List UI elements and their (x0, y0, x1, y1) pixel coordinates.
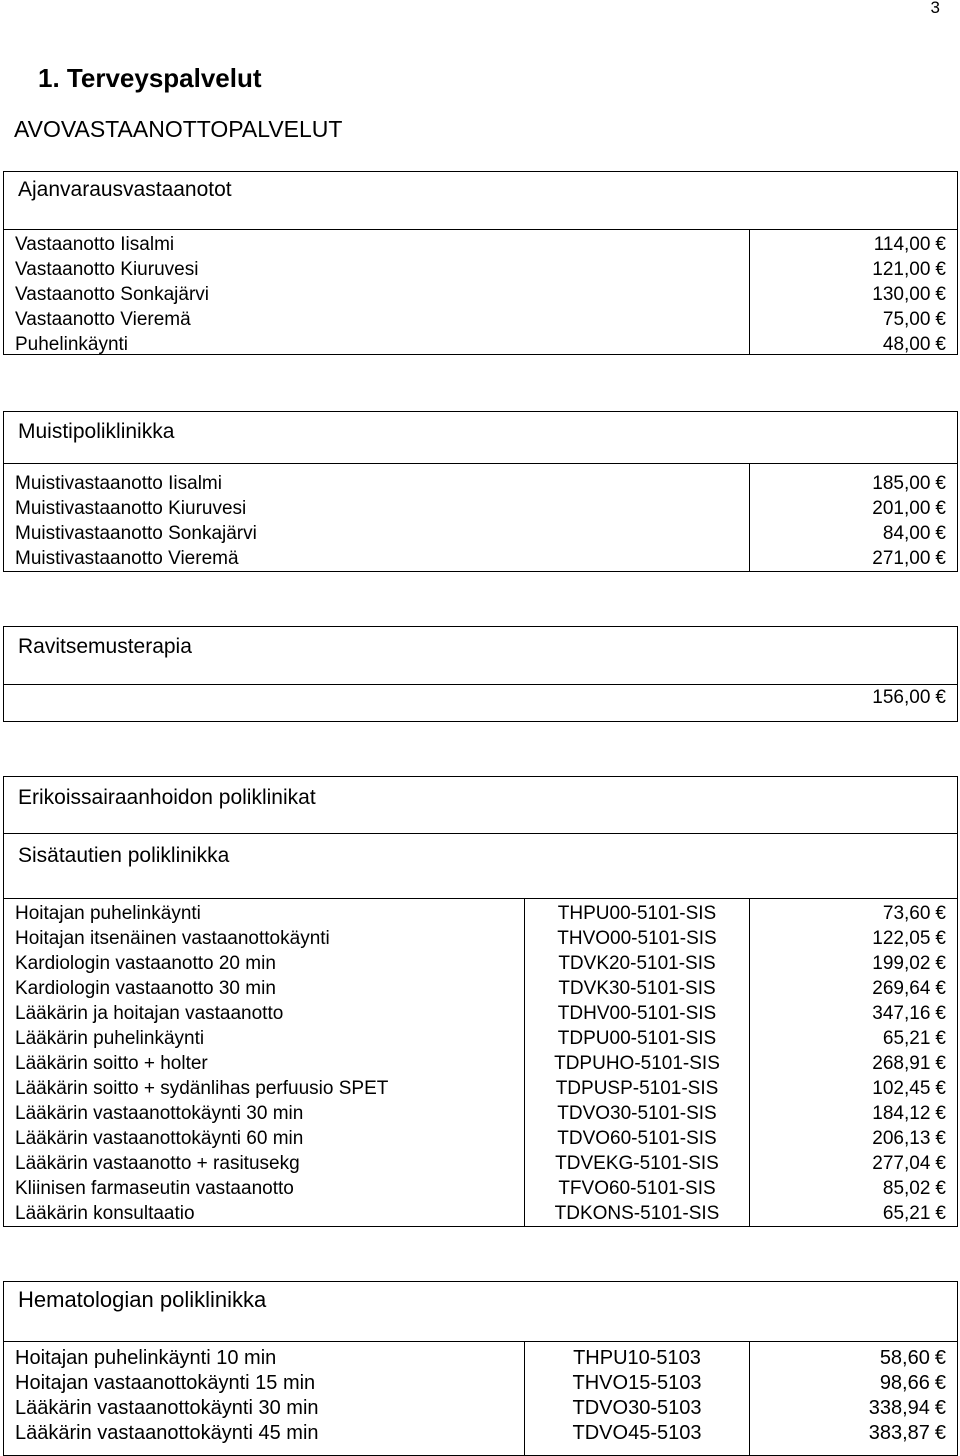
service-name: Puhelinkäynti (15, 334, 129, 355)
price: 271,00 € (872, 548, 946, 569)
price: 199,02 € (872, 953, 946, 974)
ajanvaraus-title: Ajanvarausvastaanotot (18, 178, 232, 201)
page-number: 3 (930, 0, 940, 17)
price: 98,66 € (879, 1372, 946, 1394)
euro-symbol: € (935, 1153, 946, 1174)
price: 184,12 € (872, 1103, 946, 1124)
service-name: Lääkärin vastaanotto + rasitusekg (15, 1153, 300, 1174)
service-code: TDVO45-5103 (572, 1422, 702, 1444)
service-name: Lääkärin vastaanottokäynti 30 min (15, 1397, 319, 1419)
ravitsemus-title: Ravitsemusterapia (18, 635, 192, 658)
muisti-names (15, 471, 257, 571)
euro-symbol: € (935, 498, 946, 519)
service-name: Lääkärin ja hoitajan vastaanotto (15, 1003, 284, 1024)
service-name: Vastaanotto Vieremä (15, 309, 191, 330)
service-code: TDVO30-5101-SIS (557, 1103, 717, 1124)
service-code: THVO15-5103 (572, 1372, 702, 1394)
service-name: Hoitajan vastaanottokäynti 15 min (15, 1372, 316, 1394)
price: 122,05 € (872, 928, 946, 949)
euro-symbol: € (935, 234, 946, 255)
service-name: Kardiologin vastaanotto 20 min (15, 953, 276, 974)
hematologia-names (15, 1346, 319, 1446)
price: 121,00 € (872, 259, 946, 280)
erikois-codes (525, 901, 749, 1226)
service-name: Kliinisen farmaseutin vastaanotto (15, 1178, 294, 1199)
euro-symbol: € (935, 687, 946, 708)
service-name: Lääkärin vastaanottokäynti 60 min (15, 1128, 304, 1149)
euro-symbol: € (934, 1372, 946, 1394)
euro-symbol: € (935, 1178, 946, 1199)
erikois-title: Erikoissairaanhoidon poliklinikat (18, 786, 316, 809)
service-name: Muistivastaanotto Kiuruvesi (15, 498, 247, 519)
euro-symbol: € (935, 928, 946, 949)
service-name: Hoitajan puhelinkäynti (15, 903, 201, 924)
service-code: TDPUHO-5101-SIS (554, 1053, 720, 1074)
price: 58,60 € (879, 1347, 946, 1369)
euro-symbol: € (935, 903, 946, 924)
euro-symbol: € (935, 1103, 946, 1124)
price: 48,00 € (882, 334, 946, 355)
muisti-table (3, 411, 958, 572)
page-title: 1. Terveyspalvelut (38, 63, 262, 93)
price: 84,00 € (882, 523, 946, 544)
price: 268,91 € (872, 1053, 946, 1074)
sisatautien-subtitle: Sisätautien poliklinikka (18, 844, 230, 867)
hematologia-table (3, 1281, 958, 1456)
hematologia-title: Hematologian poliklinikka (18, 1287, 267, 1312)
service-name: Lääkärin puhelinkäynti (15, 1028, 205, 1049)
price: 130,00 € (872, 284, 946, 305)
euro-symbol: € (935, 1028, 946, 1049)
euro-symbol: € (935, 1078, 946, 1099)
service-name: Vastaanotto Kiuruvesi (15, 259, 199, 280)
euro-symbol: € (935, 1003, 946, 1024)
price: 65,21 € (882, 1203, 946, 1224)
erikois-prices (872, 901, 946, 1226)
price: 201,00 € (872, 498, 946, 519)
euro-symbol: € (935, 548, 946, 569)
service-name: Muistivastaanotto Iisalmi (15, 473, 222, 494)
euro-symbol: € (935, 1128, 946, 1149)
price: 85,02 € (882, 1178, 946, 1199)
service-code: TDVO60-5101-SIS (557, 1128, 717, 1149)
service-code: TFVO60-5101-SIS (558, 1178, 716, 1199)
euro-symbol: € (934, 1347, 946, 1369)
service-code: TDVK20-5101-SIS (558, 953, 716, 974)
ravitsemus-price (872, 685, 946, 710)
section-subtitle: AVOVASTAANOTTOPALVELUT (14, 116, 343, 142)
price: 156,00 € (872, 687, 946, 708)
service-name: Lääkärin vastaanottokäynti 45 min (15, 1422, 319, 1444)
service-code: THVO00-5101-SIS (557, 928, 717, 949)
service-name: Lääkärin konsultaatio (15, 1203, 195, 1224)
service-code: THPU00-5101-SIS (557, 903, 717, 924)
euro-symbol: € (935, 259, 946, 280)
muisti-prices (872, 471, 946, 571)
euro-symbol: € (935, 334, 946, 355)
price: 65,21 € (882, 1028, 946, 1049)
ravitsemus-table (3, 626, 958, 722)
service-code: TDPU00-5101-SIS (557, 1028, 717, 1049)
price: 102,45 € (872, 1078, 946, 1099)
erikois-names (15, 901, 388, 1226)
price: 383,87 € (868, 1422, 946, 1444)
service-code: TDVEKG-5101-SIS (555, 1153, 719, 1174)
hematologia-codes (525, 1346, 749, 1446)
service-name: Vastaanotto Iisalmi (15, 234, 175, 255)
service-code: TDPUSP-5101-SIS (555, 1078, 719, 1099)
euro-symbol: € (934, 1397, 946, 1419)
service-code: TDVO30-5103 (572, 1397, 702, 1419)
erikois-table (3, 776, 958, 1227)
service-name: Hoitajan itsenäinen vastaanottokäynti (15, 928, 330, 949)
price: 185,00 € (872, 473, 946, 494)
ajanvaraus-prices (872, 232, 946, 357)
service-name: Vastaanotto Sonkajärvi (15, 284, 209, 305)
service-code: THPU10-5103 (573, 1347, 701, 1369)
ajanvaraus-table (3, 171, 958, 355)
euro-symbol: € (935, 473, 946, 494)
service-name: Hoitajan puhelinkäynti 10 min (15, 1347, 277, 1369)
service-name: Lääkärin vastaanottokäynti 30 min (15, 1103, 304, 1124)
euro-symbol: € (935, 309, 946, 330)
service-code: TDVK30-5101-SIS (558, 978, 716, 999)
muisti-title: Muistipoliklinikka (18, 420, 175, 443)
price: 206,13 € (872, 1128, 946, 1149)
ajanvaraus-names (15, 232, 209, 357)
euro-symbol: € (935, 1203, 946, 1224)
price: 73,60 € (882, 903, 946, 924)
service-name: Kardiologin vastaanotto 30 min (15, 978, 276, 999)
euro-symbol: € (935, 284, 946, 305)
price: 277,04 € (872, 1153, 946, 1174)
service-name: Muistivastaanotto Sonkajärvi (15, 523, 257, 544)
euro-symbol: € (935, 978, 946, 999)
euro-symbol: € (934, 1422, 946, 1444)
price: 347,16 € (872, 1003, 946, 1024)
service-code: TDKONS-5101-SIS (554, 1203, 720, 1224)
euro-symbol: € (935, 523, 946, 544)
euro-symbol: € (935, 1053, 946, 1074)
service-name: Lääkärin soitto + holter (15, 1053, 208, 1074)
hematologia-prices (869, 1346, 946, 1446)
price: 114,00 € (873, 234, 946, 255)
price: 338,94 € (868, 1397, 946, 1419)
service-code: TDHV00-5101-SIS (557, 1003, 717, 1024)
service-name: Muistivastaanotto Vieremä (15, 548, 239, 569)
price: 269,64 € (872, 978, 946, 999)
euro-symbol: € (935, 953, 946, 974)
service-name: Lääkärin soitto + sydänlihas perfuusio SPET (15, 1078, 389, 1099)
price: 75,00 € (882, 309, 946, 330)
